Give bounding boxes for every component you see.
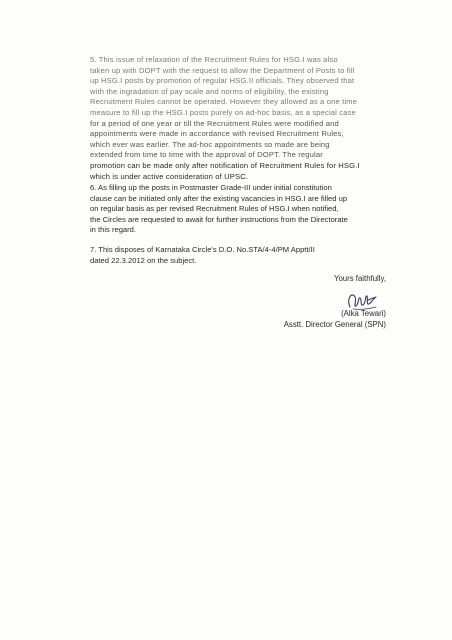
para-5-line: appointments were made in accordance with revised Recruitment Rules, bbox=[90, 129, 344, 139]
paragraph-6 bbox=[90, 183, 388, 236]
para-7-line: 7. This disposes of Karnataka Circle's D.O. No.STA/4-4/PM Apptt/II bbox=[90, 245, 315, 254]
para-5-line: Recruitment Rules cannot be operated. However they allowed as a one time bbox=[90, 97, 358, 107]
para-5-line: with the ingradation of pay scale and norms of eligibility, the existing bbox=[90, 86, 329, 96]
para-5-line: extended from time to time with the approval of DOPT. The regular bbox=[90, 150, 323, 160]
signatory-name: (Alka Tewari) bbox=[341, 309, 386, 318]
para-6-line: on regular basis as per revised Recruitment Rules of HSG.I when notified, bbox=[90, 204, 339, 214]
para-5-line: measure to fill up the HSG.I posts purely on ad-hoc basis, as a special case bbox=[90, 107, 356, 117]
para-5-line: taken up with DOPT with the request to allow the Department of Posts to fill bbox=[90, 65, 355, 75]
para-5-line: 5. This issue of relaxation of the Recruitment Rules for HSG.I was also bbox=[90, 55, 338, 64]
para-6-line: the Circles are requested to await for further instructions from the Directorate bbox=[90, 214, 348, 224]
para-7-line: dated 22.3.2012 on the subject. bbox=[90, 255, 197, 265]
para-5-line: which is under active consideration of UPSC. bbox=[90, 171, 249, 181]
para-5-line: up HSG.I posts by promotion of regular HSG.II officials. They observed that bbox=[90, 76, 355, 86]
closing-text: Yours faithfully, bbox=[333, 274, 386, 283]
para-5-line: which ever was earlier. The ad-hoc appointments so made are being bbox=[90, 139, 330, 149]
para-5-line: for a period of one year or till the Recruitment Rules were modified and bbox=[90, 118, 339, 128]
para-6-line: in this regard. bbox=[90, 225, 137, 235]
signatory-title: Asstt. Director General (SPN) bbox=[283, 320, 386, 329]
paragraph-7 bbox=[90, 245, 388, 266]
para-6-line: clause can be initiated only after the existing vacancies in HSG.I are filled up bbox=[90, 193, 348, 203]
paragraph-5 bbox=[90, 55, 388, 182]
para-6-line: 6. As filling up the posts in Postmaster Grade-III under initial constitution bbox=[90, 183, 332, 192]
para-5-line: promotion can be made only after notification of Recruitment Rules for HSG.I bbox=[90, 160, 360, 170]
